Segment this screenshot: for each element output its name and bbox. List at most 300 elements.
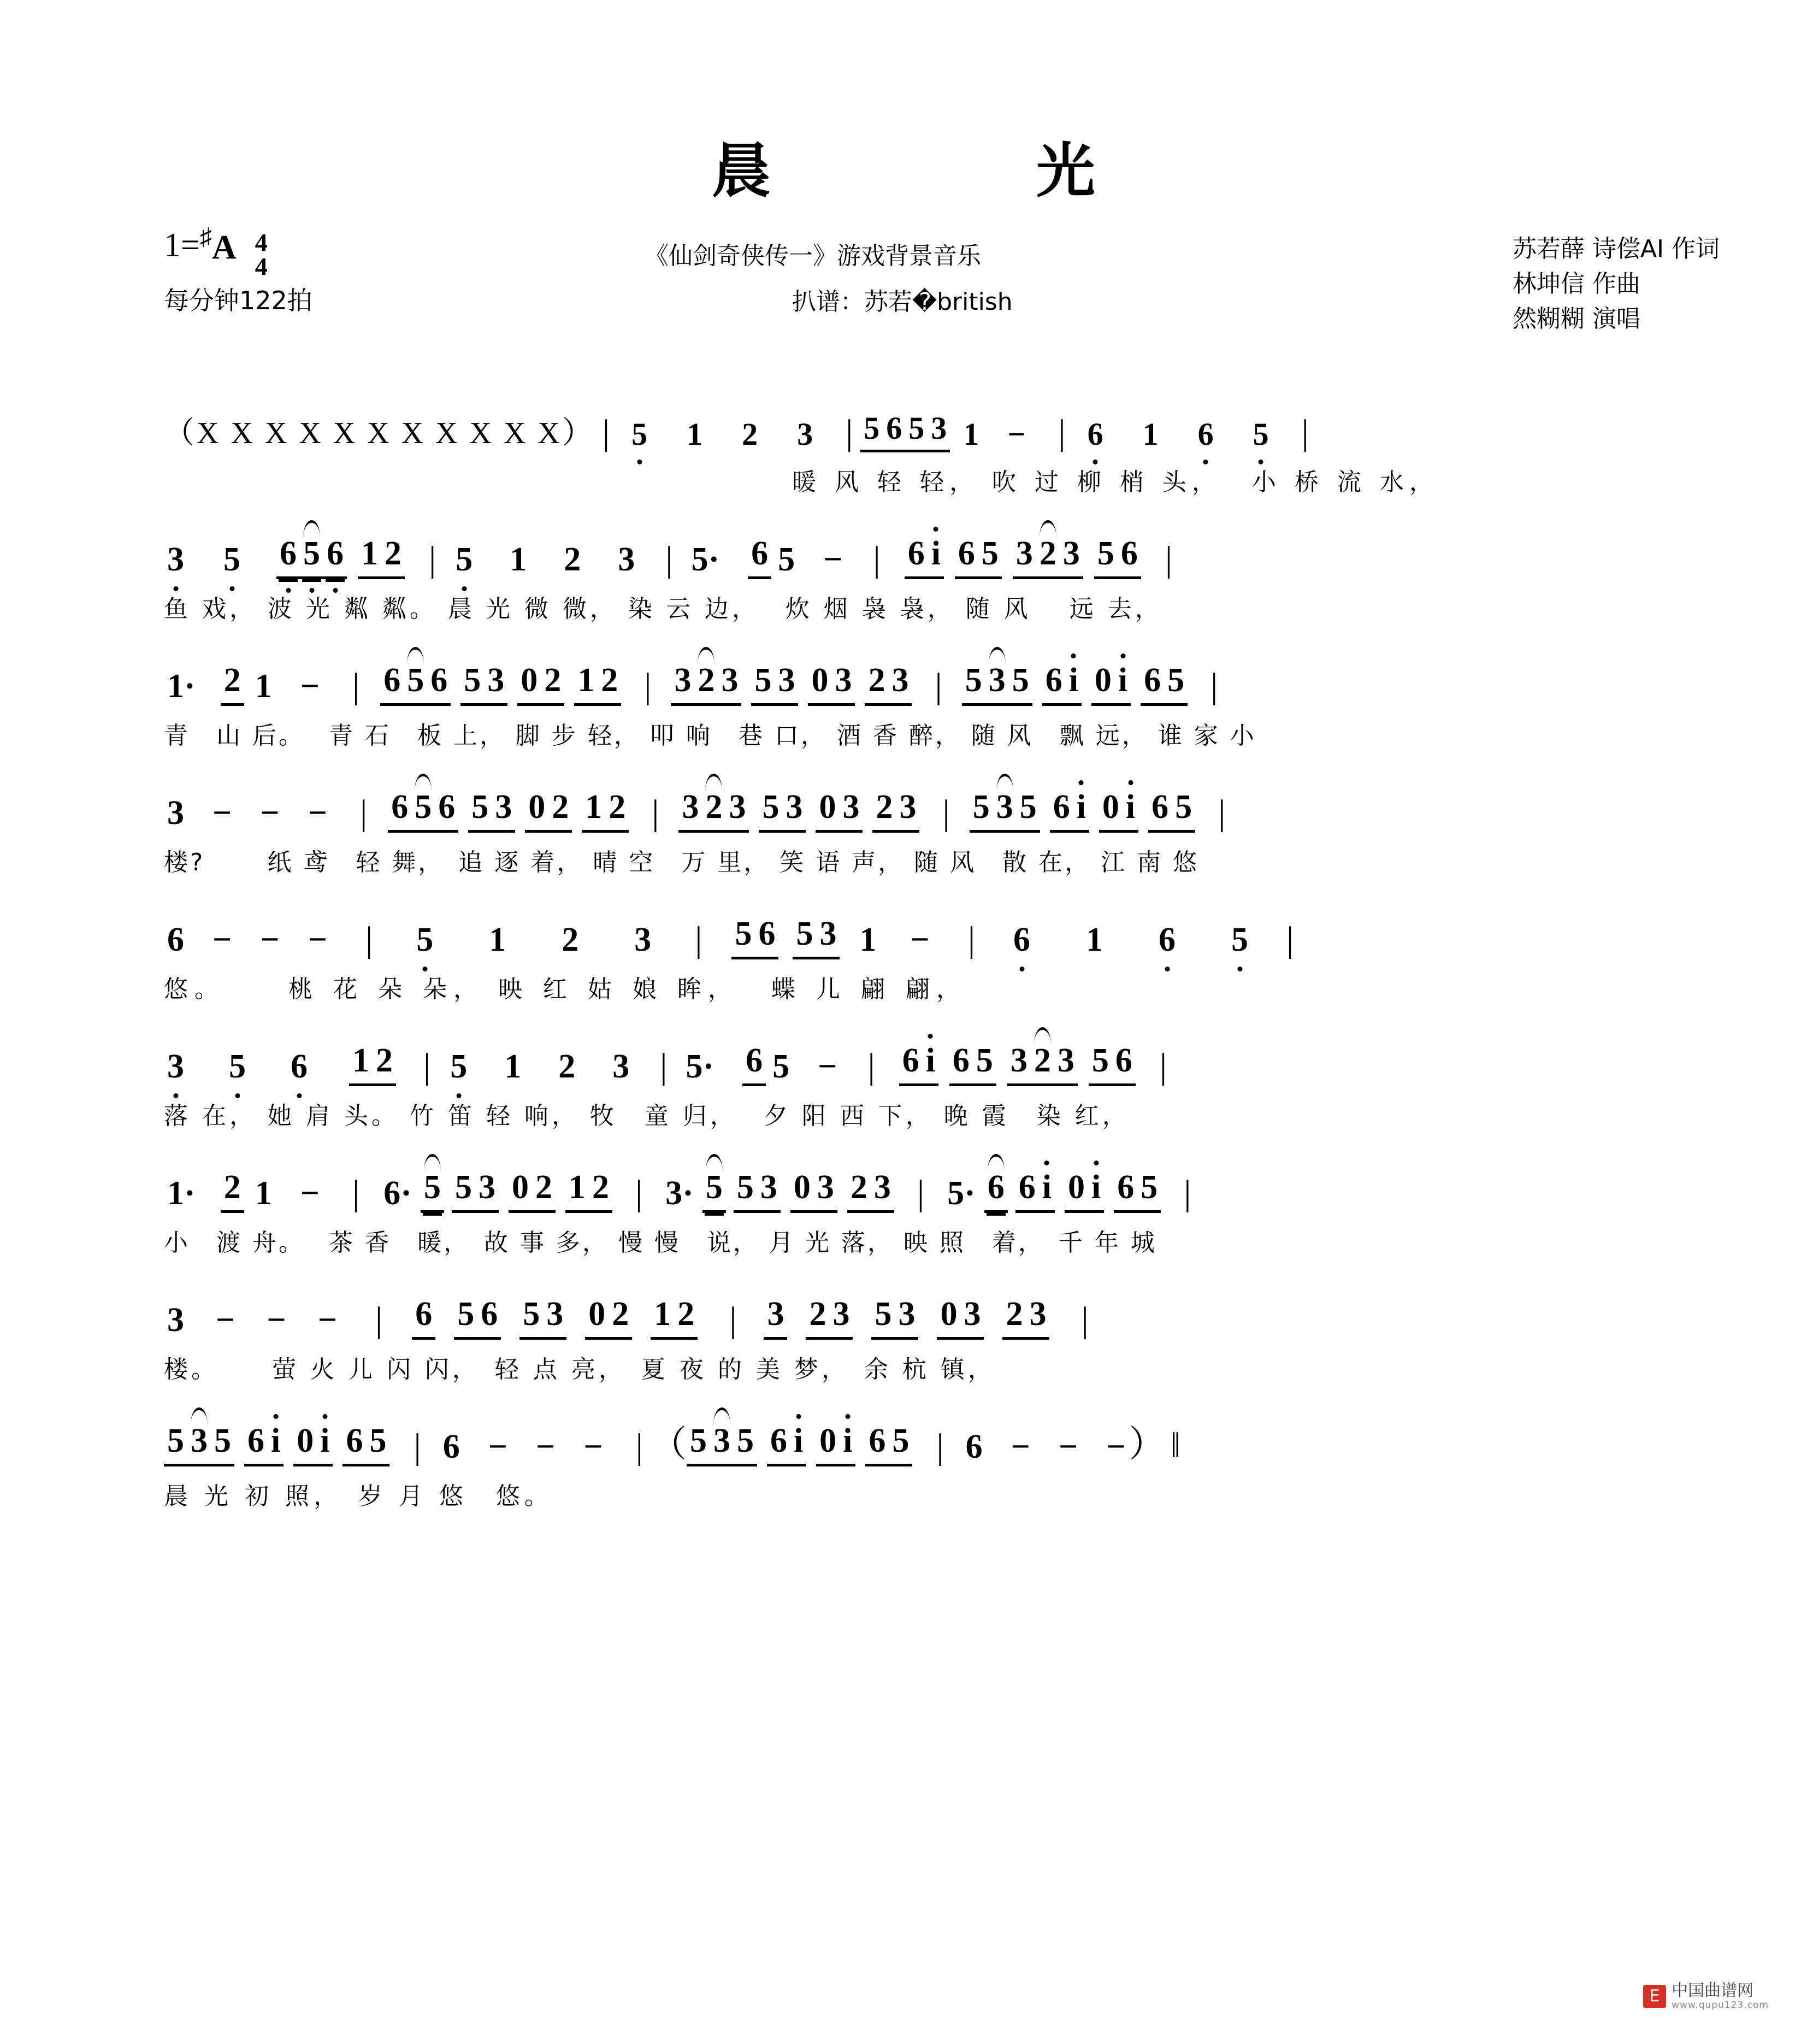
note: 1 — [574, 661, 598, 706]
note: 6 — [412, 1295, 435, 1340]
note: i — [1073, 788, 1089, 833]
barline: | — [1081, 1300, 1089, 1340]
barline: | — [365, 920, 373, 959]
note: − — [260, 921, 280, 958]
note: 3 — [814, 1168, 837, 1213]
lyric-line: 楼? 纸 鸢 轻 舞， 追 逐 着， 晴 空 万 里， 笑 语 声， 随 风 散 在， 江 南 悠 — [164, 849, 1200, 876]
note: 3 — [167, 794, 184, 832]
note: 2 — [742, 416, 758, 452]
note: 0 — [509, 1168, 532, 1213]
system-row — [0, 1021, 1807, 1147]
note: 1 — [1086, 921, 1103, 958]
barline: | — [1184, 1173, 1191, 1213]
barline: | — [729, 1300, 737, 1340]
note: 6 — [742, 1041, 766, 1086]
note: 3 — [871, 1168, 894, 1213]
note: 6 — [388, 788, 411, 833]
note: 3 — [829, 1295, 853, 1340]
site-name: 中国曲谱网 — [1672, 1981, 1754, 2000]
note: 1 — [349, 1041, 373, 1086]
logo-icon: E — [1643, 1985, 1666, 2008]
barline: | — [652, 793, 659, 833]
note: 2 — [694, 661, 718, 706]
note: 2 — [1002, 1295, 1026, 1340]
note: 5 — [411, 788, 435, 833]
credit-singer: 然糊糊 演唱 — [1512, 304, 1640, 333]
note: 5 — [973, 1041, 996, 1086]
note: 2 — [1031, 1041, 1054, 1086]
note: 3 — [993, 788, 1017, 833]
notation-line — [164, 640, 1725, 706]
subtitle: 《仙剑奇侠传一》游戏背景音乐 — [645, 242, 981, 270]
note: 5 — [628, 416, 651, 452]
time-denominator: 4 — [255, 252, 268, 280]
note: 5 — [452, 540, 476, 579]
barline: | — [635, 1173, 643, 1213]
note: 3 — [725, 788, 749, 833]
note: i — [1066, 661, 1082, 706]
time-numerator: 4 — [255, 228, 268, 256]
barline: | — [360, 793, 368, 833]
note: 2 — [609, 1295, 632, 1340]
note: 1 — [504, 1048, 522, 1085]
note: − — [536, 1428, 556, 1465]
note: 2 — [558, 1048, 576, 1085]
note: 5 — [1089, 1041, 1112, 1086]
system-row — [0, 1147, 1807, 1274]
barline: | — [942, 793, 950, 833]
barline: | — [967, 920, 976, 959]
note: 6 — [435, 788, 458, 833]
note: − — [212, 794, 232, 832]
note: 6 — [865, 1422, 889, 1466]
note: 6 — [748, 534, 771, 579]
note: 0 — [816, 1422, 840, 1466]
barline: | — [644, 666, 652, 706]
note: 3 — [484, 661, 507, 706]
note: 3 — [164, 1047, 187, 1086]
watermark-text — [1672, 1982, 1769, 2011]
lyric-line: 小 渡 舟。 茶 香 暖， 故 事 多， 慢 慢 说， 月 光 落， 映 照 着， 千 年 城 — [164, 1229, 1157, 1257]
note: 1· — [167, 668, 196, 705]
system-row — [0, 1274, 1807, 1401]
note: 6 — [1015, 1168, 1039, 1213]
note: 1 — [510, 541, 527, 578]
note: 5 — [413, 921, 436, 959]
barline: | — [935, 666, 942, 706]
note: 0 — [790, 1168, 814, 1213]
note: − — [910, 921, 930, 958]
final-barline: ‖ — [1170, 1426, 1178, 1465]
note: 2 — [562, 921, 579, 958]
barline: | — [414, 1427, 421, 1466]
repeat-open-paren: （ — [650, 1424, 687, 1464]
site-url: www.qupu123.com — [1672, 2000, 1769, 2011]
lyric-line: 落 在， 她 肩 头。 竹 笛 轻 响， 牧 童 归， 夕 阳 西 下， 晚 霞 染 红， — [164, 1102, 1130, 1130]
note: 5 — [905, 410, 928, 452]
note: 6 — [984, 1168, 1008, 1213]
note: 6 — [1010, 921, 1034, 959]
barline: | — [602, 413, 610, 452]
note: i — [840, 1422, 855, 1466]
transcriber-credit: 扒谱：苏若�british — [792, 288, 1013, 316]
notation-line — [164, 387, 1725, 452]
note: 3 — [839, 788, 863, 833]
note: 5 — [404, 661, 427, 706]
note: − — [1011, 1428, 1030, 1465]
note: 5 — [1228, 921, 1251, 959]
site-watermark — [1643, 1982, 1769, 2011]
barline: | — [695, 920, 702, 959]
note: 5 — [702, 1168, 726, 1213]
note: 5 — [962, 661, 985, 706]
note: 6 — [955, 534, 978, 579]
note: 2 — [605, 788, 629, 833]
note: 5 — [452, 1168, 475, 1213]
lyric-line: 鱼 戏， 波 光 粼 粼。 晨 光 微 微， 染 云 边， 炊 烟 袅 袅， 随 风 远 去， — [164, 595, 1162, 623]
note: 1 — [1142, 416, 1159, 452]
barline: | — [846, 413, 853, 452]
credits-block — [1513, 232, 1720, 336]
note: 6 — [342, 1422, 366, 1466]
repeat-close-paren: ） — [1129, 1424, 1165, 1464]
notation-line — [164, 1147, 1725, 1213]
key-accidental: ♯ — [199, 223, 212, 250]
note: − — [583, 1428, 603, 1465]
note: 5 — [1017, 788, 1040, 833]
note: 6 — [755, 915, 778, 959]
note: 3 — [634, 921, 652, 958]
note: 5 — [731, 915, 755, 959]
note: 6 — [380, 661, 404, 706]
note: 3 — [928, 410, 950, 452]
note: 2 — [872, 788, 896, 833]
note: 5 — [1137, 1168, 1161, 1213]
note: 5 — [978, 534, 1002, 579]
note: 0 — [1065, 1168, 1088, 1213]
note: 6 — [965, 1428, 983, 1465]
barline: | — [1301, 413, 1309, 452]
note: 6 — [244, 1422, 268, 1466]
note: 0 — [525, 788, 548, 833]
note: 5 — [889, 1422, 912, 1466]
note: 3 — [710, 1422, 734, 1466]
barline: | — [1165, 539, 1173, 579]
note: 0 — [293, 1422, 317, 1466]
note: 6 — [883, 410, 905, 452]
note: 5 — [734, 1168, 757, 1213]
note: 3 — [1013, 534, 1036, 579]
notation-line — [164, 1401, 1725, 1466]
system-row — [0, 894, 1807, 1021]
note: − — [300, 668, 320, 705]
note: 2 — [806, 1295, 829, 1340]
note: i — [790, 1422, 806, 1466]
music-systems — [0, 387, 1807, 1528]
lyric-line: 楼。 萤 火 儿 闪 闪， 轻 点 亮， 夏 夜 的 美 梦， 余 杭 镇， — [164, 1356, 995, 1383]
note: 3 — [671, 661, 694, 706]
note: − — [317, 1301, 338, 1339]
system-row — [0, 767, 1807, 894]
note: 6 — [1112, 1041, 1136, 1086]
note: 5 — [366, 1422, 389, 1466]
barline: | — [1058, 413, 1066, 452]
note: 3 — [1054, 1041, 1078, 1086]
note: 2 — [373, 1041, 396, 1086]
note: 2 — [221, 661, 244, 706]
note: 3 — [896, 788, 919, 833]
note: 5 — [226, 1047, 249, 1086]
note: 0 — [808, 661, 831, 706]
note: 6 — [949, 1041, 973, 1086]
note: 3 — [895, 1295, 918, 1340]
note: 6 — [899, 1041, 923, 1086]
note: i — [923, 1041, 938, 1086]
note: 3 — [797, 416, 813, 452]
note: − — [260, 794, 280, 832]
note: 5 — [734, 1422, 757, 1466]
note: 0 — [517, 661, 541, 706]
note: 5· — [947, 1175, 976, 1212]
note: − — [308, 794, 328, 832]
note: − — [1106, 1428, 1126, 1465]
note: 3 — [888, 661, 912, 706]
barline: | — [429, 539, 436, 579]
note: 2 — [564, 541, 581, 578]
note: − — [823, 541, 843, 578]
note: i — [1088, 1168, 1104, 1213]
system-row — [0, 514, 1807, 640]
note: 6 — [1155, 921, 1179, 959]
notation-line — [164, 1021, 1725, 1086]
note: 0 — [585, 1295, 609, 1340]
note: − — [488, 1428, 508, 1465]
note: i — [268, 1422, 284, 1466]
note: 3 — [782, 788, 806, 833]
note: 5 — [778, 541, 795, 578]
note: 5 — [454, 1295, 477, 1340]
note: i — [1123, 788, 1138, 833]
lyric-line: 悠。 桃 花 朵 朵， 映 红 姑 娘 眸， 蝶 儿 翩 翩， — [164, 975, 967, 1003]
barline: | — [635, 1427, 643, 1466]
note: 3 — [816, 915, 840, 959]
barline: | — [867, 1046, 875, 1086]
note: 5· — [691, 541, 720, 578]
lyric-line: 暖 风 轻 轻， 吹 过 柳 梢 头， 小 桥 流 水， — [792, 468, 1439, 496]
note: 3 — [1007, 1041, 1031, 1086]
note: 5 — [220, 540, 244, 579]
barline: | — [936, 1427, 944, 1466]
note: 3 — [775, 661, 798, 706]
page-title: 晨 光 — [711, 137, 1144, 205]
note: 6 — [767, 1422, 790, 1466]
note: 3 — [475, 1168, 499, 1213]
note: 6 — [1042, 661, 1066, 706]
note: 2 — [1036, 534, 1060, 579]
note: 3 — [167, 1301, 184, 1339]
barline: | — [352, 666, 360, 706]
note: 2 — [674, 1295, 698, 1340]
note: 5 — [460, 661, 484, 706]
credit-composer: 林坤信 作曲 — [1512, 269, 1640, 298]
note: 6 — [1148, 788, 1172, 833]
note: 5 — [1094, 534, 1118, 579]
system-row — [0, 1401, 1807, 1528]
note: 6 — [477, 1295, 501, 1340]
note: − — [1058, 1428, 1078, 1465]
notation-line — [164, 894, 1725, 959]
note: 6 — [167, 921, 184, 958]
note: − — [300, 1175, 320, 1212]
note: 0 — [1091, 661, 1115, 706]
note: 6· — [383, 1175, 412, 1212]
note: 2 — [847, 1168, 871, 1213]
note: 3 — [831, 661, 855, 706]
note: 1 — [565, 1168, 589, 1213]
note: 1 — [255, 668, 272, 705]
note: 5 — [871, 1295, 895, 1340]
note: 5 — [860, 410, 883, 452]
note: 5 — [164, 1422, 187, 1466]
note: 3 — [187, 1422, 211, 1466]
note: 1 — [255, 1175, 272, 1212]
intro-rhythm: （X X X X X X X X X X X） — [164, 416, 595, 450]
note: 2 — [221, 1168, 244, 1213]
note: 5 — [687, 1422, 710, 1466]
barline: | — [1286, 920, 1294, 959]
note: 6 — [1050, 788, 1073, 833]
note: 2 — [548, 788, 572, 833]
note: 5 — [519, 1295, 543, 1340]
note: 1 — [358, 534, 381, 579]
barline: | — [660, 1046, 668, 1086]
note: − — [267, 1301, 286, 1339]
note: 3 — [718, 661, 741, 706]
note: 3 — [164, 540, 187, 579]
note: 1 — [963, 416, 979, 452]
score-header — [0, 223, 1807, 365]
note: 1 — [489, 921, 506, 958]
key-signature — [164, 223, 268, 280]
note: 3 — [757, 1168, 781, 1213]
note: 1 — [651, 1295, 674, 1340]
note: 5 — [1250, 416, 1272, 452]
system-row — [0, 640, 1807, 767]
note: 1 — [582, 788, 605, 833]
note: − — [216, 1301, 235, 1339]
note: 5· — [686, 1048, 714, 1085]
note: 3 — [678, 788, 702, 833]
barline: | — [1210, 666, 1218, 706]
notation-line — [164, 767, 1725, 833]
note: 5 — [211, 1422, 234, 1466]
note: − — [212, 921, 232, 958]
note: 6 — [323, 534, 347, 579]
note: 3 — [543, 1295, 566, 1340]
note: i — [317, 1422, 333, 1466]
barline: | — [352, 1173, 360, 1213]
note: i — [1039, 1168, 1055, 1213]
note: 5 — [1164, 661, 1188, 706]
note: 2 — [541, 661, 564, 706]
system-row — [0, 387, 1807, 514]
note: 1 — [859, 921, 877, 958]
credit-lyricist: 苏若薛 诗偿AI 作词 — [1512, 235, 1720, 263]
note: 6 — [1084, 416, 1107, 452]
note: − — [308, 921, 328, 958]
note: 0 — [1099, 788, 1123, 833]
note: 6 — [427, 661, 451, 706]
barline: | — [873, 539, 881, 579]
note: 3· — [665, 1175, 694, 1212]
note: i — [928, 534, 944, 579]
note: 6 — [1141, 661, 1164, 706]
note: 2 — [381, 534, 405, 579]
note: 6 — [442, 1428, 460, 1465]
note: 1· — [167, 1175, 196, 1212]
notation-line — [164, 1274, 1725, 1340]
note: 3 — [960, 1295, 984, 1340]
time-signature — [255, 228, 268, 280]
note: 0 — [937, 1295, 960, 1340]
note: 2 — [702, 788, 725, 833]
barline: | — [375, 1300, 383, 1340]
note: 5 — [1172, 788, 1195, 833]
note: 3 — [492, 788, 515, 833]
barline: | — [1159, 1046, 1167, 1086]
note: 5 — [970, 788, 993, 833]
note: 6 — [1195, 416, 1217, 452]
note: 3 — [618, 541, 635, 578]
note: 5 — [759, 788, 782, 833]
note: 2 — [532, 1168, 556, 1213]
barline: | — [665, 539, 673, 579]
note: 3 — [985, 661, 1009, 706]
note: 5 — [751, 661, 775, 706]
key-letter: A — [211, 229, 237, 266]
lyric-line: 青 山 后。 青 石 板 上， 脚 步 轻， 叩 响 巷 口， 酒 香 醉， 随 风 飘 远， 谁 家 小 — [164, 722, 1256, 750]
tempo-marking: 每分钟122拍 — [164, 286, 312, 315]
note: 3 — [612, 1048, 630, 1085]
note: 2 — [589, 1168, 612, 1213]
note: 6 — [1114, 1168, 1137, 1213]
barline: | — [423, 1046, 431, 1086]
key-prefix: 1= — [164, 227, 200, 264]
note: − — [818, 1048, 837, 1085]
note: 1 — [687, 416, 703, 452]
note: 6 — [276, 534, 300, 579]
notation-line — [164, 514, 1725, 579]
note: 3 — [1060, 534, 1083, 579]
note: 5 — [468, 788, 492, 833]
note: 3 — [1026, 1295, 1049, 1340]
note: 5 — [447, 1047, 470, 1086]
barline: | — [1218, 793, 1226, 833]
note: 6 — [905, 534, 928, 579]
note: 0 — [816, 788, 839, 833]
note: 6 — [1118, 534, 1141, 579]
barline: | — [917, 1173, 925, 1213]
note: 5 — [793, 915, 816, 959]
note: 5 — [1009, 661, 1032, 706]
note: − — [1007, 416, 1026, 452]
note: 5 — [421, 1168, 444, 1213]
note: 3 — [764, 1295, 787, 1340]
note: 2 — [598, 661, 621, 706]
note: i — [1115, 661, 1131, 706]
lyric-line: 晨 光 初 照， 岁 月 悠 悠。 — [164, 1482, 553, 1510]
note: 5 — [300, 534, 323, 579]
